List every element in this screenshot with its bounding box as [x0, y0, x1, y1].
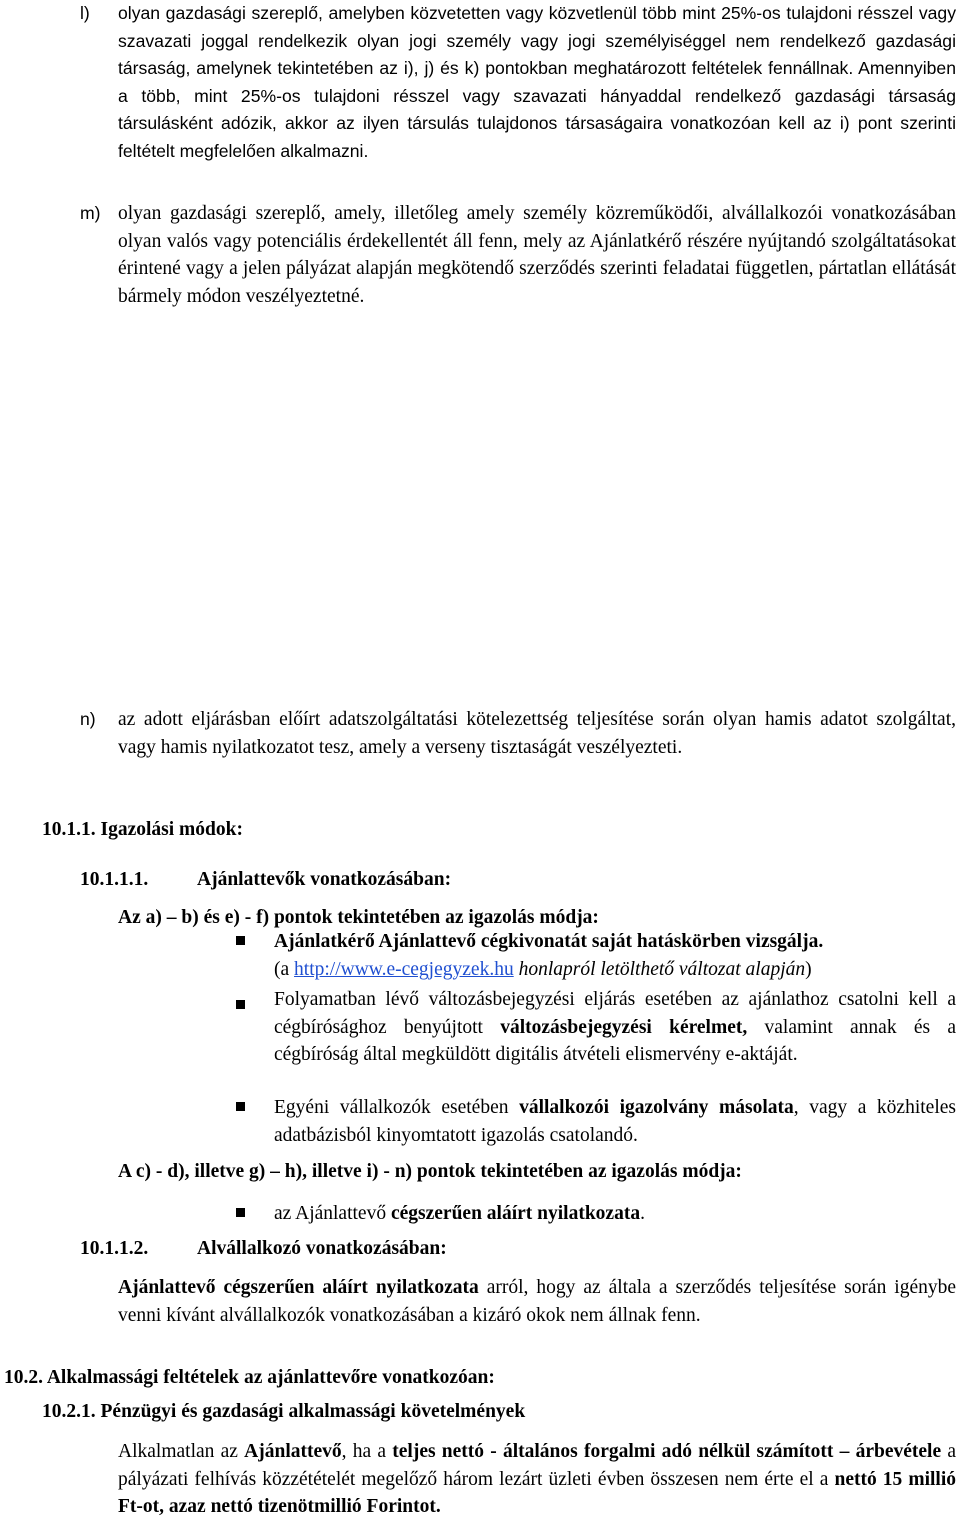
item-n-text: az adott eljárásban előírt adatszolgáltatási kötelezettség teljesítése során olyan hamis adatot szolgáltat, vagy hamis nyilatkozatot tesz, amely a verseny tisztaságát veszélyezteti.	[118, 709, 956, 758]
bullet-icon	[236, 1000, 245, 1009]
bullet-item-2: Folyamatban lévő változásbejegyzési eljárás esetében az ajánlathoz csatolni kell a cégbírósághoz benyújtott változásbejegyzési kérelmet, valamint annak és a cégbíróság által megküldött digitális átvételi elismervény e-aktáját.	[274, 989, 956, 1065]
bullet-icon	[236, 1102, 245, 1111]
financial-paragraph: Alkalmatlan az Ajánlattevő, ha a teljes nettó - általános forgalmi adó nélkül számított – árbevétele a pályázati felhívás közzétételét megelőző három lezárt üzleti évben összesen nem érte el a nettó 15 millió Ft-ot, azaz nettó tizenötmillió Forintot.	[118, 1441, 957, 1517]
item-l-p1: olyan gazdasági szereplő, amelyben közvetetten vagy közvetlenül több mint 25%-os tulajdoni résszel vagy szavazati joggal rendelkezik olyan jogi személy vagy jogi személyiséggel nem rendelkező gazdasági társaság, amelynek tekintetében az i), j) és k) pontokban meghatározott feltételek fennállnak. Amennyiben a több, mint 25%-os tulajdoni résszel vagy szavazati hányaddal rendelkező gazdasági társaság társulásként adózik, akkor az ilyen társulás tulajdonos társaságaira vonatkozóan kell az i) pont szerinti feltételt megfelelően alkalmazni.	[118, 3, 956, 161]
verification-cd-gh-heading: A c) - d), illetve g) – h), illetve i) - n) pontok tekintetében az igazolás módja:	[118, 1161, 742, 1182]
bullet-icon	[236, 936, 245, 945]
subcontractor-paragraph: Ajánlattevő cégszerűen aláírt nyilatkozata arról, hogy az általa a szerződés teljesítése során igénybe venni kívánt alvállalkozók vonatkozásában a kizáró okok nem állnak fenn.	[118, 1277, 957, 1326]
bullet-item-3: Egyéni vállalkozók esetében vállalkozói igazolvány másolata, vagy a közhiteles adatbázisból kinyomtatott igazolás csatolandó.	[274, 1097, 956, 1146]
item-n-label: n)	[80, 709, 96, 729]
bullet-1-italic: honlapról letölthető változat alapján	[518, 958, 806, 980]
item-m-label: m)	[80, 203, 101, 223]
item-l-text	[118, 0, 956, 165]
verification-ab-ef-heading: Az a) – b) és e) - f) pontok tekintetében az igazolás módja:	[118, 907, 599, 928]
item-l-label: l)	[80, 3, 90, 23]
heading-10-1-1-2-number: 10.1.1.2.	[80, 1238, 149, 1259]
item-m-text: olyan gazdasági szereplő, amely, illetőleg amely személy közreműködői, alvállalkozói vonatkozásában olyan valós vagy potenciális érdekellentét áll fenn, mely az Ajánlatkérő részére nyújtandó szolgáltatásokat érintené vagy a jelen pályázat alapján megkötendő szerződés szerinti feladatai független, pártatlan ellátását bármely módon veszélyeztetné.	[118, 203, 956, 307]
heading-10-1-1-2-title: Alvállalkozó vonatkozásában:	[197, 1238, 447, 1259]
heading-10-1-1-1-number: 10.1.1.1.	[80, 869, 149, 890]
bullet-item-4: az Ajánlattevő cégszerűen aláírt nyilatkozata.	[274, 1203, 645, 1224]
heading-number: 10.1.1.	[42, 819, 96, 840]
bullet-icon	[236, 1208, 245, 1217]
heading-10-2: 10.2. Alkalmassági feltételek az ajánlattevőre vonatkozóan:	[4, 1367, 495, 1388]
heading-title: Igazolási módok:	[100, 819, 243, 840]
heading-10-1-1-1-title: Ajánlattevők vonatkozásában:	[197, 869, 452, 890]
bullet-1-bold: Ajánlatkérő Ajánlattevő cégkivonatát saját hatáskörben vizsgálja.	[274, 931, 824, 952]
bullet-item-1: Ajánlatkérő Ajánlattevő cégkivonatát saját hatáskörben vizsgálja. (a http://www.e-cegjegyzek.hu honlapról letölthető változat alapján)	[274, 931, 824, 980]
heading-10-2-1: 10.2.1. Pénzügyi és gazdasági alkalmassági követelmények	[42, 1401, 526, 1422]
heading-10-1-1	[42, 816, 243, 844]
cegjegyzek-link[interactable]: http://www.e-cegjegyzek.hu	[294, 958, 514, 980]
